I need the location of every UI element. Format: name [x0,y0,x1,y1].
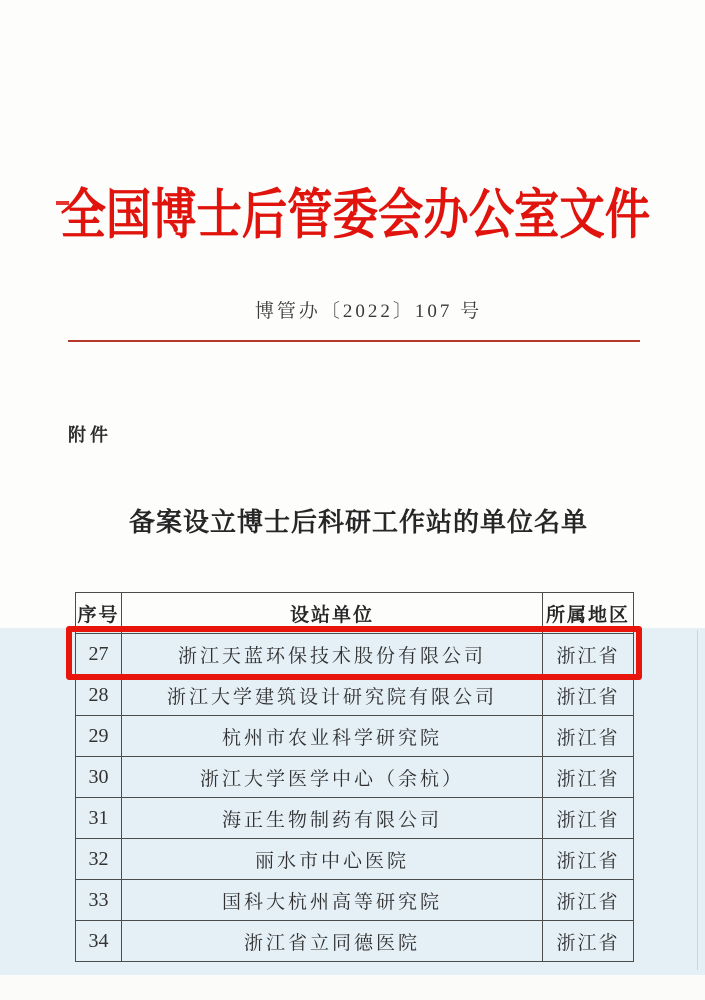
region-cell: 浙江省 [543,634,634,675]
unit-name-cell: 海正生物制药有限公司 [122,798,543,839]
region-cell: 浙江省 [543,798,634,839]
red-header-rule [68,340,640,342]
table-row [76,798,634,839]
unit-name-cell: 浙江省立同德医院 [122,921,543,962]
unit-name-cell: 丽水市中心医院 [122,839,543,880]
serial-number-cell: 27 [76,634,122,675]
table-row [76,839,634,880]
scan-artifact-line [697,630,698,970]
serial-number-cell: 30 [76,757,122,798]
unit-name-cell: 国科大杭州高等研究院 [122,880,543,921]
table-row [76,921,634,962]
column-header-region: 所属地区 [543,593,634,634]
region-cell: 浙江省 [543,716,634,757]
region-cell: 浙江省 [543,757,634,798]
region-cell: 浙江省 [543,839,634,880]
table-row-highlighted [76,634,634,675]
attachment-label: 附件 [68,425,112,445]
unit-list-title: 备案设立博士后科研工作站的单位名单 [128,508,588,537]
serial-number-cell: 34 [76,921,122,962]
column-header-unit: 设站单位 [122,593,543,634]
table-header-row [76,593,634,634]
unit-name-cell: 杭州市农业科学研究院 [122,716,543,757]
region-cell: 浙江省 [543,880,634,921]
serial-number-cell: 28 [76,675,122,716]
region-cell: 浙江省 [543,675,634,716]
serial-number-cell: 31 [76,798,122,839]
document-number: 博管办〔2022〕107 号 [254,301,483,322]
table-row [76,716,634,757]
table-row [76,880,634,921]
serial-number-cell: 32 [76,839,122,880]
unit-name-cell: 浙江天蓝环保技术股份有限公司 [122,634,543,675]
table-row [76,757,634,798]
unit-name-cell: 浙江大学医学中心（余杭） [122,757,543,798]
serial-number-cell: 29 [76,716,122,757]
document-title: 全国博士后管委会办公室文件 [60,185,651,245]
serial-number-cell: 33 [76,880,122,921]
page-bottom-strip [0,975,705,1000]
unit-name-cell: 浙江大学建筑设计研究院有限公司 [122,675,543,716]
unit-table [75,592,634,962]
table-row [76,675,634,716]
column-header-serial: 序号 [76,593,122,634]
region-cell: 浙江省 [543,921,634,962]
